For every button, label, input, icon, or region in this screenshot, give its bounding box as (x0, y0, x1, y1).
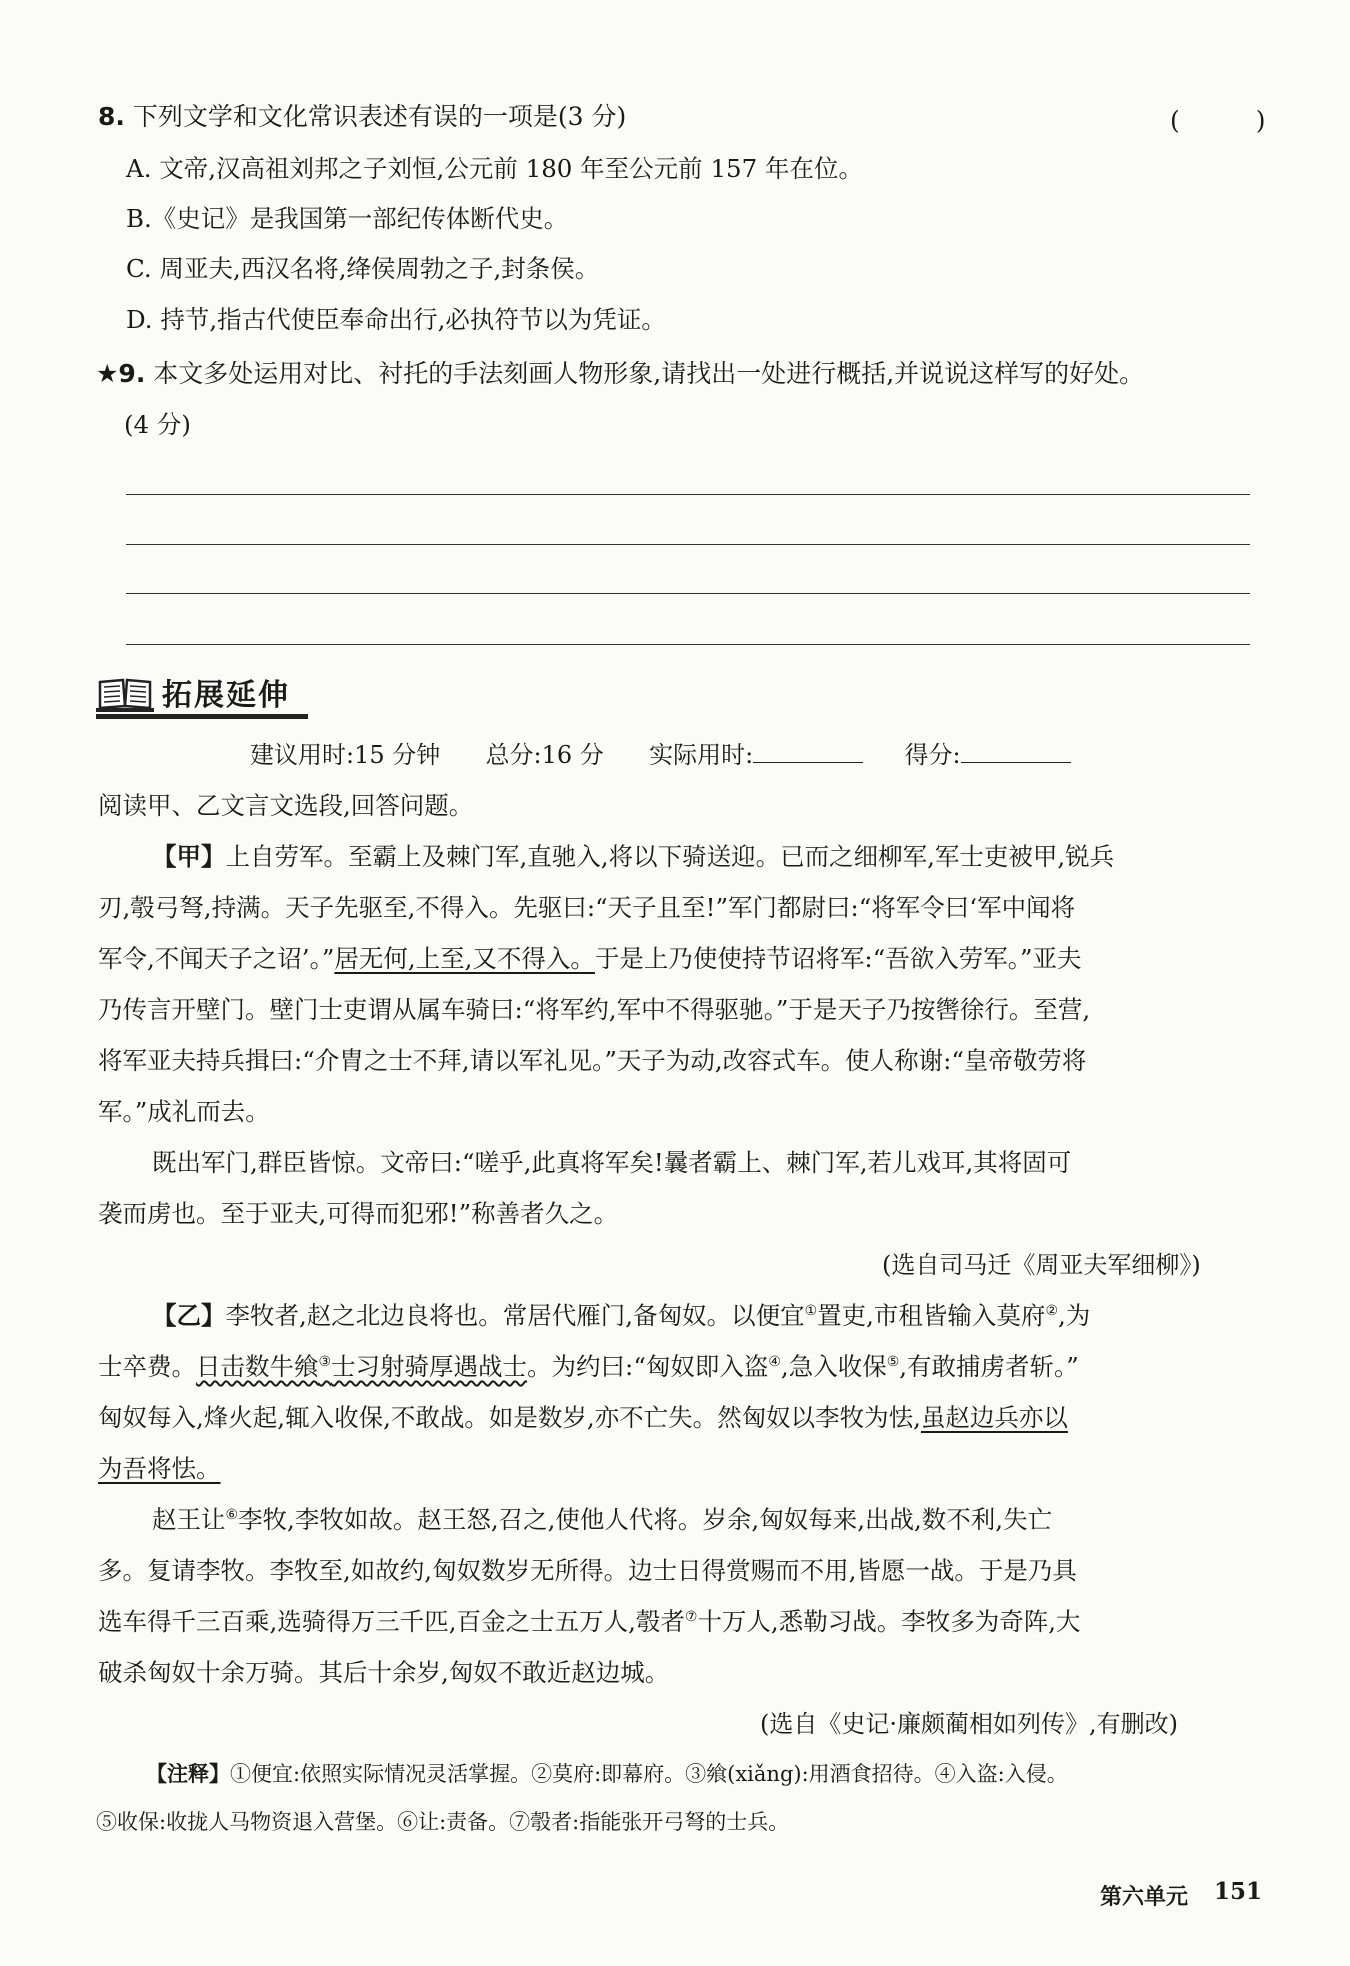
yi-para2-line-3 (98, 1605, 1081, 1639)
yi-text: 李牧,李牧如故。赵王怒,召之,使他人代将。岁余,匈奴每来,出战,数不利,失亡 (238, 1505, 1053, 1534)
option-c[interactable]: C. 周亚夫,西汉名将,绛侯周勃之子,封条侯。 (126, 254, 600, 283)
footnote-marker: ③ (318, 1353, 332, 1370)
suggested-time: 建议用时:15 分钟 (250, 741, 441, 769)
yi-tag: 【乙】 (152, 1301, 226, 1330)
notes-line-2: ⑤收保:收拢人马物资退入营堡。⑥让:责备。⑦彀者:指能张开弓弩的士兵。 (96, 1810, 790, 1834)
yi-text: 。为约曰:“匈奴即入盗 (527, 1352, 769, 1381)
jia-tag: 【甲】 (152, 842, 226, 871)
question-8-stem (98, 100, 626, 134)
yi-text: 日击数牛飨 (196, 1352, 319, 1381)
jia-line-4: 乃传言开壁门。壁门士吏谓从属车骑曰:“将军约,军中不得驱驰。”于是天子乃按辔徐行。至营, (98, 995, 1091, 1024)
section-underline (96, 714, 308, 719)
option-b[interactable]: B.《史记》是我国第一部纪传体断代史。 (126, 204, 569, 233)
yi-text: 士习射骑厚遇战士 (331, 1352, 528, 1381)
yi-text: 置吏,市租皆输入莫府 (817, 1301, 1046, 1330)
question-9-stem (96, 357, 1144, 391)
actual-time-label: 实际用时: (649, 741, 754, 769)
question-8-text: 下列文学和文化常识表述有误的一项是(3 分) (124, 102, 627, 131)
footnote-marker: ② (1045, 1302, 1058, 1319)
answer-line[interactable] (126, 544, 1250, 545)
underlined-sentence: 为吾将怯。 (98, 1454, 221, 1483)
jia-line-2: 刃,彀弓弩,持满。天子先驱至,不得入。先驱曰:“天子且至!”军门都尉曰:“将军令曰‘军中闻将 (98, 893, 1076, 922)
footnote-marker: ④ (768, 1353, 781, 1370)
yi-para2-line-2: 多。复请李牧。李牧至,如故约,匈奴数岁无所得。边士日得赏赐而不用,皆愿一战。于是乃具 (98, 1556, 1077, 1585)
yi-text: ,为 (1058, 1301, 1091, 1330)
yi-text: ,有敢捕虏者斩。” (899, 1352, 1079, 1381)
jia-source: (选自司马迁《周亚夫军细柳》) (882, 1251, 1201, 1279)
question-8-number: 8. (98, 102, 125, 131)
reading-intro: 阅读甲、乙文言文选段,回答问题。 (98, 791, 474, 820)
footnote-marker: ⑤ (886, 1353, 900, 1370)
jia-para2-line-2: 袭而虏也。至于亚夫,可得而犯邪!”称善者久之。 (98, 1199, 619, 1228)
page-number: 151 (1214, 1878, 1263, 1905)
yi-text: 十万人,悉勒习战。李牧多为奇阵,大 (697, 1607, 1081, 1636)
underlined-sentence: 虽赵边兵亦以 (920, 1403, 1068, 1432)
star-icon: ★ (96, 359, 119, 388)
notes-line-1 (146, 1759, 1068, 1789)
answer-line[interactable] (126, 593, 1250, 594)
unit-label: 第六单元 (1100, 1885, 1189, 1910)
section-title: 拓展延伸 (162, 678, 290, 713)
yi-text: 赵王让 (152, 1505, 226, 1534)
jia-line-5: 将军亚夫持兵揖曰:“介胄之士不拜,请以军礼见。”天子为动,改容式车。使人称谢:“皇帝敬劳将 (98, 1046, 1087, 1075)
yi-text: 选车得千三百乘,选骑得万三千匹,百金之士五万人,彀者 (98, 1607, 685, 1636)
yi-text: 匈奴每入,烽火起,辄入收保,不敢战。如是数岁,亦不亡失。然匈奴以李牧为怯, (98, 1403, 921, 1432)
footnote-marker: ① (804, 1302, 818, 1319)
question-9-score: (4 分) (124, 410, 191, 439)
answer-line[interactable] (126, 494, 1250, 495)
yi-line-1 (152, 1299, 1090, 1333)
yi-source: (选自《史记·廉颇蔺相如列传》,有删改) (760, 1710, 1178, 1738)
notes-tag: 【注释】 (146, 1762, 230, 1786)
yi-text: 李牧者,赵之北边良将也。常居代雁门,备匈奴。以便宜 (225, 1301, 805, 1330)
score-label: 得分: (904, 741, 961, 769)
wavy-underlined-sentence (196, 1352, 527, 1381)
footnote-marker: ⑥ (225, 1506, 239, 1523)
timing-row (250, 738, 1071, 772)
answer-paren[interactable]: ( ) (1170, 106, 1300, 135)
footnote-marker: ⑦ (684, 1608, 698, 1625)
yi-line-4 (98, 1452, 221, 1486)
jia-text: 军令,不闻天子之诏’。” (98, 944, 335, 973)
jia-line-6: 军。”成礼而去。 (98, 1097, 270, 1126)
option-d[interactable]: D. 持节,指古代使臣奉命出行,必执符节以为凭证。 (126, 305, 666, 334)
yi-text: ,急入收保 (780, 1352, 887, 1381)
question-9-text: 本文多处运用对比、衬托的手法刻画人物形象,请找出一处进行概括,并说说这样写的好处。 (145, 359, 1145, 388)
answer-line[interactable] (126, 644, 1250, 645)
yi-para2-line-4: 破杀匈奴十余万骑。其后十余岁,匈奴不敢近赵边城。 (98, 1658, 670, 1687)
question-9-number: 9. (118, 359, 146, 388)
section-header (96, 670, 316, 718)
jia-line-1 (152, 840, 1114, 874)
jia-line-3 (98, 942, 1082, 976)
total-score: 总分:16 分 (485, 741, 604, 769)
yi-text: 士卒费。 (98, 1352, 196, 1381)
option-a[interactable]: A. 文帝,汉高祖刘邦之子刘恒,公元前 180 年至公元前 157 年在位。 (126, 154, 864, 183)
actual-time-blank[interactable] (753, 738, 863, 763)
yi-line-2 (98, 1350, 1079, 1384)
score-blank[interactable] (961, 738, 1071, 763)
underlined-sentence: 居无何,上至,又不得入。 (334, 944, 595, 973)
notes-text: ①便宜:依照实际情况灵活掌握。②莫府:即幕府。③飨(xiǎng):用酒食招待。④入盗:入侵。 (230, 1762, 1068, 1786)
jia-text: 于是上乃使使持节诏将军:“吾欲入劳军。”亚夫 (594, 944, 1082, 973)
open-book-icon (96, 676, 154, 712)
yi-para2-line-1 (152, 1503, 1052, 1537)
jia-text: 上自劳军。至霸上及棘门军,直驰入,将以下骑送迎。已而之细柳军,军士吏被甲,锐兵 (225, 842, 1115, 871)
yi-line-3 (98, 1401, 1068, 1435)
jia-para2-line-1: 既出军门,群臣皆惊。文帝曰:“嗟乎,此真将军矣!曩者霸上、棘门军,若儿戏耳,其将固可 (152, 1148, 1072, 1177)
